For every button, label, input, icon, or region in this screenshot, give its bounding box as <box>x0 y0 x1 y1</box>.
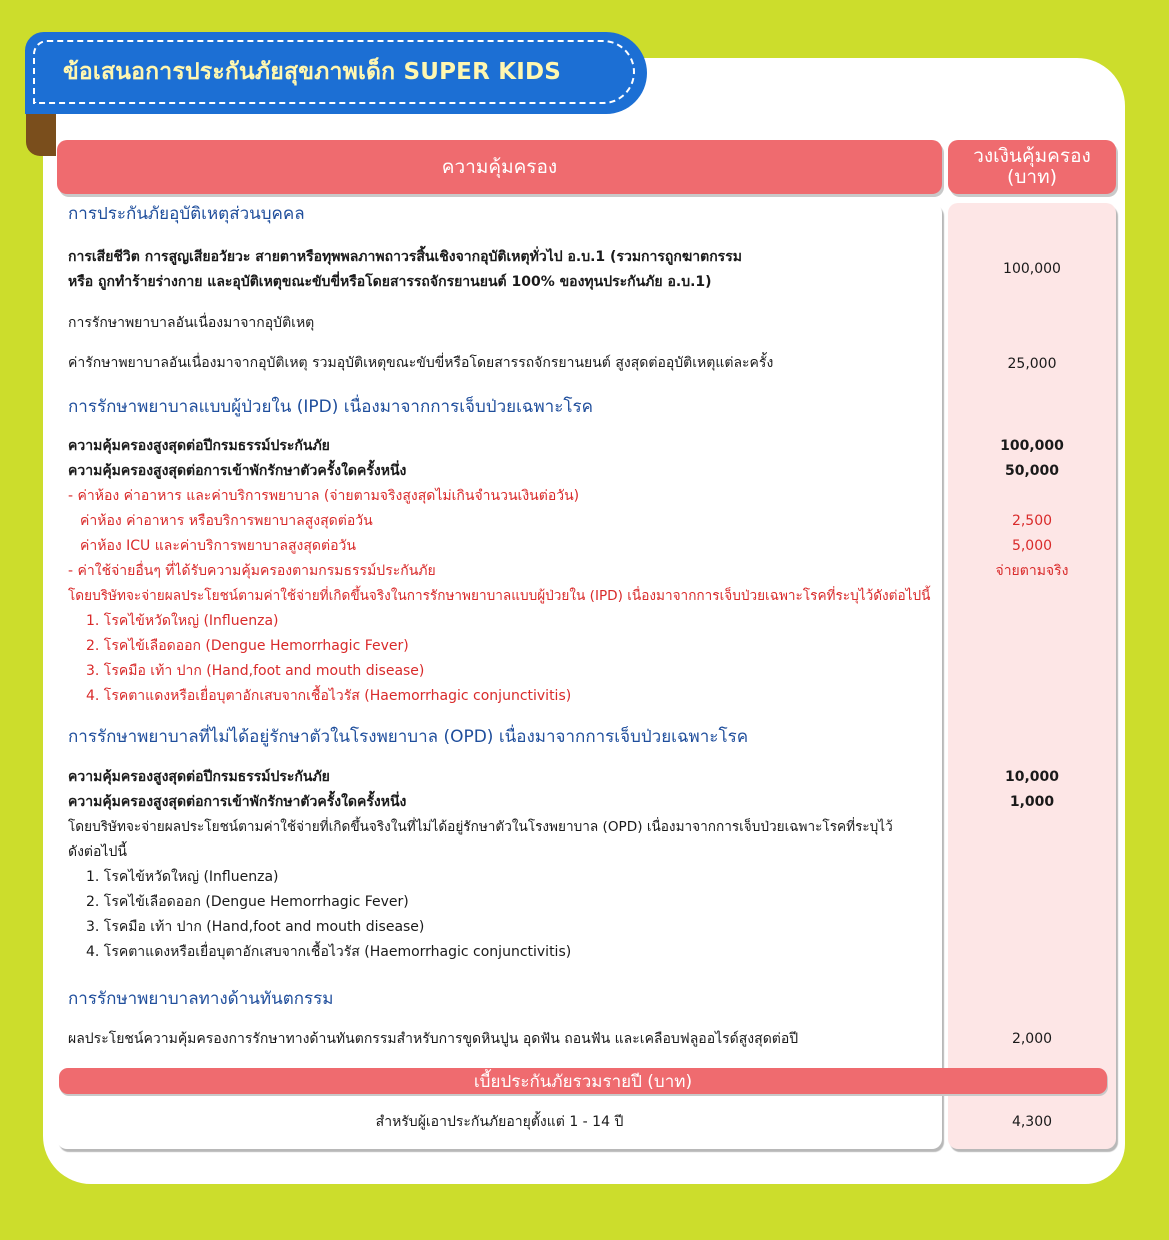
ipd-max-admit: ความคุ้มครองสูงสุดต่อการเข้าพักรักษาตัวครั้งใดครั้งหนึ่ง <box>68 463 407 479</box>
amount-column <box>948 203 1116 1149</box>
dental-value: 2,000 <box>1011 1031 1053 1047</box>
premium-header-label: เบี้ยประกันภัยรวมรายปี (บาท) <box>473 1071 693 1092</box>
ipd-other-line: - ค่าใช้จ่ายอื่นๆ ที่ได้รับความคุ้มครองตามกรมธรรม์ประกันภัย <box>68 563 436 579</box>
ipd-max-year-value: 100,000 <box>1000 438 1064 454</box>
ipd-pay-line: โดยบริษัทจะจ่ายผลประโยชน์ตามค่าใช้จ่ายที่เกิดขึ้นจริงในการรักษาพยาบาลแบบผู้ป่วยใน (IPD) เนื่องมาจากการเจ็บป่วยเฉพาะโรคที่ระบุไว้ดังต่อไปนี้ <box>68 588 931 604</box>
ipd-other-value: จ่ายตามจริง <box>995 563 1069 579</box>
ipd-room-daily: ค่าห้อง ค่าอาหาร หรือบริการพยาบาลสูงสุดต่อวัน <box>80 513 373 529</box>
opd-disease-item: 3. โรคมือ เท้า ปาก (Hand,foot and mouth disease) <box>86 919 425 935</box>
premium-header <box>59 1068 1107 1094</box>
opd-pay-line1: โดยบริษัทจะจ่ายผลประโยชน์ตามค่าใช้จ่ายที่เกิดขึ้นจริงในที่ไม่ได้อยู่รักษาตัวในโรงพยาบาล (OPD) เนื่องมาจากการเจ็บป่วยเฉพาะโรคที่ระบุไว้ <box>68 819 893 835</box>
opd-max-admit-value: 1,000 <box>1009 794 1055 810</box>
ipd-max-year: ความคุ้มครองสูงสุดต่อปีกรมธรรม์ประกันภัย <box>68 438 330 454</box>
opd-disease-item: 4. โรคตาแดงหรือเยื่อบุตาอักเสบจากเชื้อไวรัส (Haemorrhagic conjunctivitis) <box>86 944 572 960</box>
opd-disease-item: 1. โรคไข้หวัดใหญ่ (Influenza) <box>86 869 279 885</box>
title-dashed-border <box>33 40 635 104</box>
title-banner <box>25 32 647 114</box>
accident-heading: การประกันภัยอุบัติเหตุส่วนบุคคล <box>68 204 305 224</box>
amount-header-line1: วงเงินคุ้มครอง <box>973 145 1091 167</box>
ipd-icu-daily-value: 5,000 <box>1011 538 1053 554</box>
opd-heading: การรักษาพยาบาลที่ไม่ได้อยู่รักษาตัวในโรงพยาบาล (OPD) เนื่องมาจากการเจ็บป่วยเฉพาะโรค <box>68 727 749 747</box>
accident-death-line2: หรือ ถูกทำร้ายร่างกาย และอุบัติเหตุขณะขับขี่หรือโดยสารรถจักรยานยนต์ 100% ของทุนประกันภัย อ.บ.1) <box>68 274 712 290</box>
amount-header-label <box>973 146 1091 188</box>
ipd-disease-item: 2. โรคไข้เลือดออก (Dengue Hemorrhagic Fever) <box>86 638 409 654</box>
ipd-room-line: - ค่าห้อง ค่าอาหาร และค่าบริการพยาบาล (จ่ายตามจริงสูงสุดไม่เกินจำนวนเงินต่อวัน) <box>68 488 580 504</box>
accident-medical-subheading: การรักษาพยาบาลอันเนื่องมาจากอุบัติเหตุ <box>68 315 315 331</box>
accident-medical-value: 25,000 <box>1007 356 1057 372</box>
amount-header-line2: (บาท) <box>1006 166 1058 188</box>
accident-death-line1: การเสียชีวิต การสูญเสียอวัยวะ สายตาหรือทุพพลภาพถาวรสิ้นเชิงจากอุบัติเหตุทั่วไป อ.บ.1 (รวมการถูกฆาตกรรม <box>68 249 742 265</box>
amount-header <box>948 140 1116 194</box>
banner-fold <box>26 110 56 156</box>
dental-line: ผลประโยชน์ความคุ้มครองการรักษาทางด้านทันตกรรมสำหรับการขูดหินปูน อุดฟัน ถอนฟัน และเคลือบฟลูออไรด์สูงสุดต่อปี <box>68 1031 799 1047</box>
opd-pay-line2: ดังต่อไปนี้ <box>68 844 127 860</box>
opd-max-year: ความคุ้มครองสูงสุดต่อปีกรมธรรม์ประกันภัย <box>68 769 330 785</box>
accident-death-value: 100,000 <box>1003 261 1061 277</box>
ipd-icu-daily: ค่าห้อง ICU และค่าบริการพยาบาลสูงสุดต่อวัน <box>80 538 356 554</box>
coverage-header-label: ความคุ้มครอง <box>441 155 558 178</box>
opd-disease-item: 2. โรคไข้เลือดออก (Dengue Hemorrhagic Fever) <box>86 894 409 910</box>
ipd-max-admit-value: 50,000 <box>1004 463 1060 479</box>
dental-heading: การรักษาพยาบาลทางด้านทันตกรรม <box>68 989 334 1009</box>
opd-max-year-value: 10,000 <box>1004 769 1060 785</box>
opd-max-admit: ความคุ้มครองสูงสุดต่อการเข้าพักรักษาตัวครั้งใดครั้งหนึ่ง <box>68 794 407 810</box>
premium-value: 4,300 <box>1011 1114 1053 1130</box>
ipd-disease-item: 4. โรคตาแดงหรือเยื่อบุตาอักเสบจากเชื้อไวรัส (Haemorrhagic conjunctivitis) <box>86 688 572 704</box>
accident-medical-line: ค่ารักษาพยาบาลอันเนื่องมาจากอุบัติเหตุ รวมอุบัติเหตุขณะขับขี่หรือโดยสารรถจักรยานยนต์ สูงสุดต่ออุบัติเหตุแต่ละครั้ง <box>68 355 774 371</box>
ipd-heading: การรักษาพยาบาลแบบผู้ป่วยใน (IPD) เนื่องมาจากการเจ็บป่วยเฉพาะโรค <box>68 397 593 417</box>
ipd-room-daily-value: 2,500 <box>1011 513 1053 529</box>
premium-line: สำหรับผู้เอาประกันภัยอายุตั้งแต่ 1 - 14 ปี <box>375 1114 624 1130</box>
coverage-header <box>57 140 942 194</box>
ipd-disease-item: 3. โรคมือ เท้า ปาก (Hand,foot and mouth disease) <box>86 663 425 679</box>
page-title: ข้อเสนอการประกันภัยสุขภาพเด็ก SUPER KIDS <box>63 59 562 85</box>
ipd-disease-item: 1. โรคไข้หวัดใหญ่ (Influenza) <box>86 613 279 629</box>
